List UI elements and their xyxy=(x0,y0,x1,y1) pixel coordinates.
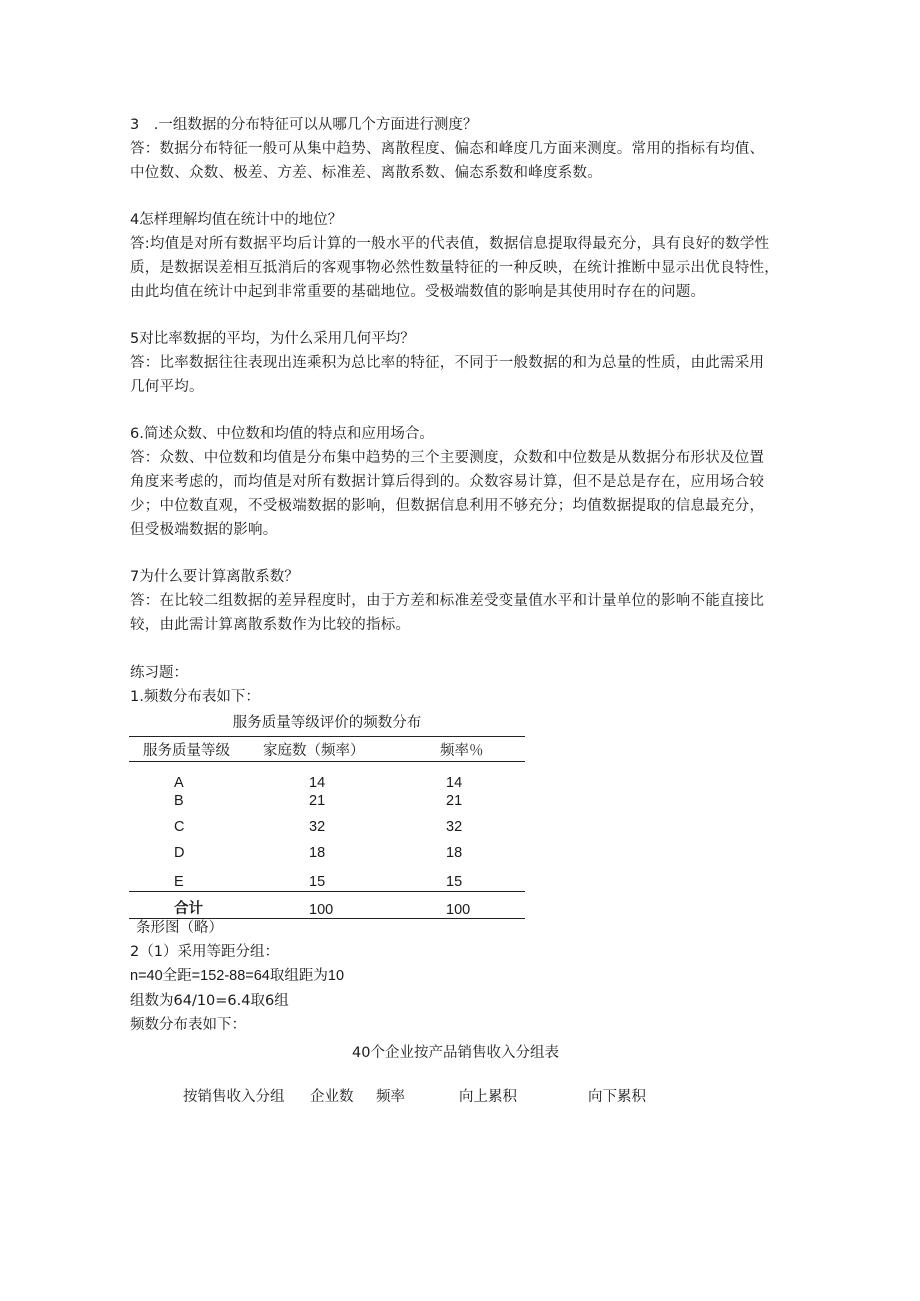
answer-line: 由此均值在统计中起到非常重要的基础地位。受极端数值的影响是其使用时存在的问题。 xyxy=(130,284,706,300)
count-cell: 21 xyxy=(309,793,326,809)
table-header-percent: 频率％ xyxy=(440,743,484,759)
answer-line: 较，由此需计算离散系数作为比较的指标。 xyxy=(130,617,411,633)
count-cell: 18 xyxy=(309,845,326,861)
exercise-2-line: 2（1）采用等距分组： xyxy=(130,944,279,960)
percent-cell: 15 xyxy=(446,874,463,890)
exercise-2-line: 频数分布表如下： xyxy=(130,1017,246,1033)
total-label: 合计 xyxy=(174,901,203,917)
question-text: 4怎样理解均值在统计中的地位？ xyxy=(130,212,343,228)
table-title: 服务质量等级评价的频数分布 xyxy=(232,715,422,731)
answer-line: 角度来考虑的，而均值是对所有数据计算后得到的。众数容易计算，但不是总是存在，应用场合较 xyxy=(130,474,765,490)
answer-line: 答：数据分布特征一般可从集中趋势、离散程度、偏态和峰度几方面来测度。常用的指标有均值、 xyxy=(130,141,765,157)
table-header-count: 企业数 xyxy=(310,1089,354,1105)
count-cell: 32 xyxy=(309,819,326,835)
grade-cell: A xyxy=(174,775,184,791)
table-header-group: 按销售收入分组 xyxy=(183,1089,285,1105)
exercise-heading: 练习题： xyxy=(130,665,188,681)
table-header-cumulative-down: 向下累积 xyxy=(588,1089,646,1105)
answer-line: 质，是数据误差相互抵消后的客观事物必然性数量特征的一种反映，在统计推断中显示出优良特性， xyxy=(130,260,779,276)
table-header-households: 家庭数（频率） xyxy=(263,743,365,759)
percent-cell: 21 xyxy=(446,793,463,809)
table-header-grade: 服务质量等级 xyxy=(143,743,230,759)
table-header-cumulative-up: 向上累积 xyxy=(459,1089,517,1105)
question-text: 6.简述众数、中位数和均值的特点和应用场合。 xyxy=(130,426,434,442)
exercise-2-line: n=40全距=152-88=64取组距为10 xyxy=(130,968,345,984)
answer-line: 答：众数、中位数和均值是分布集中趋势的三个主要测度，众数和中位数是从数据分布形状及位置 xyxy=(130,450,765,466)
answer-line: 几何平均。 xyxy=(130,379,204,395)
answer-line: 少；中位数直观，不受极端数据的影响，但数据信息利用不够充分；均值数据提取的信息最充分， xyxy=(130,498,765,514)
table-header-rule xyxy=(129,761,525,762)
question-text: 5对比率数据的平均，为什么采用几何平均？ xyxy=(130,331,415,347)
total-count: 100 xyxy=(309,902,334,918)
table-title: 40个企业按产品销售收入分组表 xyxy=(352,1045,559,1061)
answer-line: 但受极端数据的影响。 xyxy=(130,522,278,538)
table-total-rule xyxy=(129,891,525,892)
grade-cell: E xyxy=(174,874,184,890)
answer-line: 中位数、众数、极差、方差、标准差、离散系数、偏态系数和峰度系数。 xyxy=(130,165,602,181)
total-percent: 100 xyxy=(446,902,471,918)
percent-cell: 14 xyxy=(446,775,463,791)
answer-line: 答：比率数据往往表现出连乘积为总比率的特征，不同于一般数据的和为总量的性质，由此需采用 xyxy=(130,355,765,371)
table-top-rule xyxy=(129,736,525,737)
question-text: 3 .一组数据的分布特征可以从哪几个方面进行测度？ xyxy=(130,117,478,133)
bar-chart-note: 条形图（略） xyxy=(136,920,223,936)
table-header-frequency: 频率 xyxy=(376,1089,405,1105)
count-cell: 15 xyxy=(309,874,326,890)
percent-cell: 18 xyxy=(446,845,463,861)
answer-line: 答：在比较二组数据的差异程度时，由于方差和标准差受变量值水平和计量单位的影响不能直接比 xyxy=(130,593,765,609)
grade-cell: B xyxy=(174,793,184,809)
answer-line: 答:均值是对所有数据平均后计算的一般水平的代表值，数据信息提取得最充分，具有良好的数学性 xyxy=(130,236,770,252)
grade-cell: C xyxy=(174,819,185,835)
question-text: 7为什么要计算离散系数？ xyxy=(130,569,299,585)
count-cell: 14 xyxy=(309,775,326,791)
percent-cell: 32 xyxy=(446,819,463,835)
exercise-2-line: 组数为64/10=6.4取6组 xyxy=(130,993,289,1009)
exercise-1-intro: 1.频数分布表如下： xyxy=(130,689,260,705)
grade-cell: D xyxy=(174,845,185,861)
